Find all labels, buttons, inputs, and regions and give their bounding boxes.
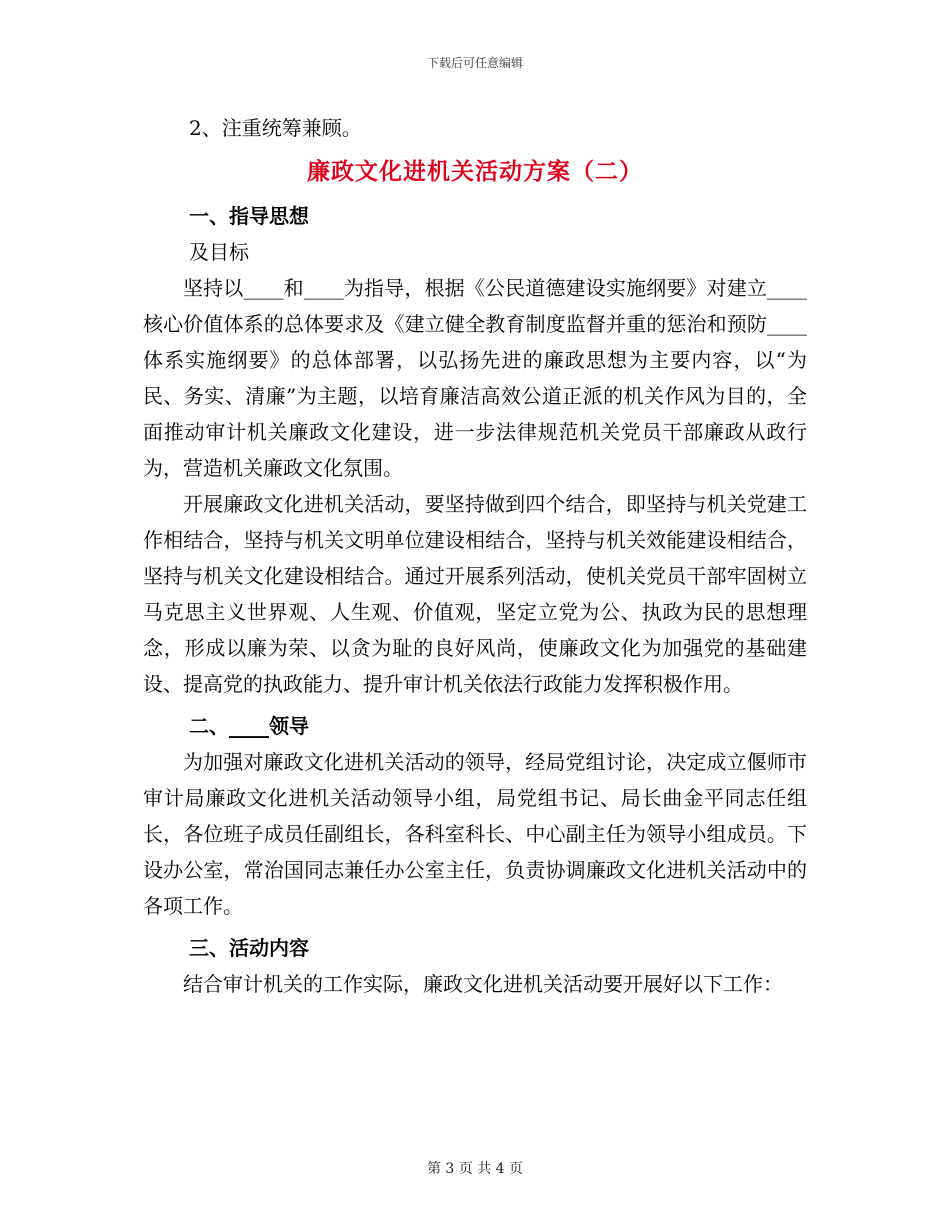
section-heading-1: 一、指导思想: [189, 204, 309, 228]
section-subheading-1: 及目标: [189, 240, 249, 264]
header-note: 下载后可任意编辑: [426, 56, 523, 70]
section-heading-2: 二、____领导: [189, 714, 309, 738]
document-body: [143, 110, 807, 1002]
section-heading-3: 三、活动内容: [189, 936, 309, 960]
paragraph: 结合审计机关的工作实际，廉政文化进机关活动要开展好以下工作：: [183, 972, 783, 996]
paragraph: 为加强对廉政文化进机关活动的领导，经局党组讨论，决定成立偃师市审计局廉政文化进机关活动领导小组，局党组书记、局长曲金平同志任组长，各位班子成员任副组长，各科室科长、中心副主任为领导小组成员。下设办公室，常治国同志兼任办公室主任，负责协调廉政文化进机关活动中的各项工作。: [143, 750, 807, 918]
document-title: 廉政文化进机关活动方案（二）: [307, 158, 643, 185]
intro-line: 2、注重统筹兼顾。: [189, 116, 362, 140]
paragraph: 开展廉政文化进机关活动，要坚持做到四个结合，即坚持与机关党建工作相结合，坚持与机关文明单位建设相结合，坚持与机关效能建设相结合，坚持与机关文化建设相结合。通过开展系列活动，使机关党员干部牢固树立马克思主义世界观、人生观、价值观，坚定立党为公、执政为民的思想理念，形成以廉为荣、以贪为耻的良好风尚，使廉政文化为加强党的基础建设、提高党的执政能力、提升审计机关依法行政能力发挥积极作用。: [143, 492, 807, 696]
page-number: 第 3 页 共 4 页: [426, 1161, 524, 1177]
paragraph: 坚持以____和____为指导，根据《公民道德建设实施纲要》对建立____核心价值体系的总体要求及《建立健全教育制度监督并重的惩治和预防____体系实施纲要》的总体部署，以弘扬先进的廉政思想为主要内容，以“为民、务实、清廉”为主题，以培育廉洁高效公道正派的机关作风为目的，全面推动审计机关廉政文化建设，进一步法律规范机关党员干部廉政从政行为，营造机关廉政文化氛围。: [143, 276, 807, 480]
